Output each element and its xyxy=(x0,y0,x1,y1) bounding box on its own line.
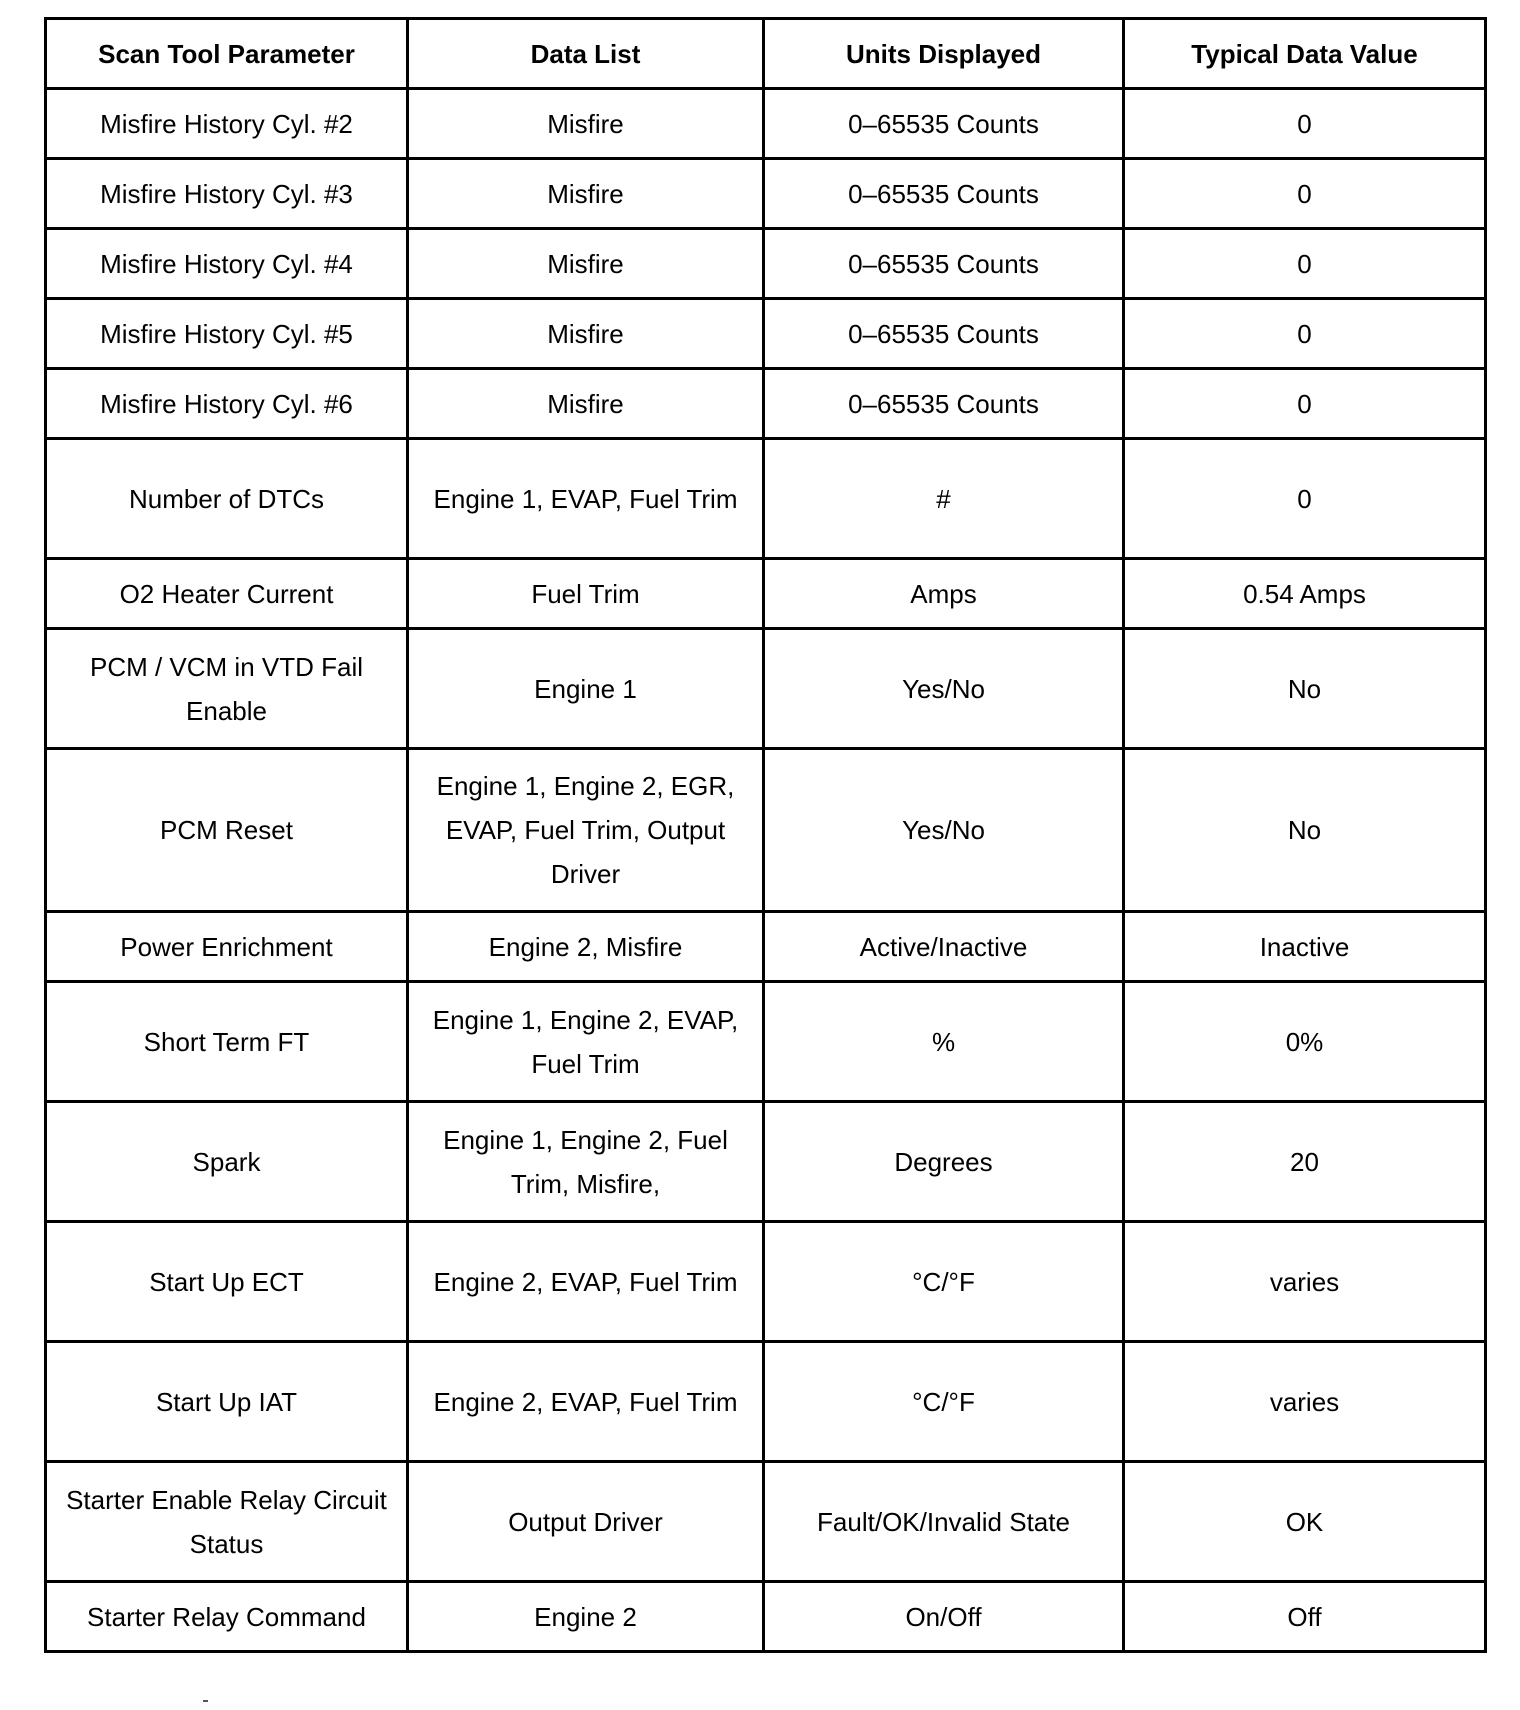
table-row xyxy=(46,629,1486,749)
cell-value: No xyxy=(1124,749,1486,912)
cell-units: Amps xyxy=(764,559,1124,629)
cell-value: varies xyxy=(1124,1342,1486,1462)
cell-parameter: Start Up ECT xyxy=(46,1222,408,1342)
table-row xyxy=(46,159,1486,229)
cell-parameter: Starter Enable Relay Circuit Status xyxy=(46,1462,408,1582)
table-row xyxy=(46,1222,1486,1342)
cell-parameter: Power Enrichment xyxy=(46,912,408,982)
table-row xyxy=(46,229,1486,299)
cell-data-list: Misfire xyxy=(408,299,764,369)
table-row xyxy=(46,299,1486,369)
cell-data-list: Engine 1, Engine 2, Fuel Trim, Misfire, xyxy=(408,1102,764,1222)
cell-value: 0 xyxy=(1124,439,1486,559)
cell-parameter: Misfire History Cyl. #2 xyxy=(46,89,408,159)
scan-tool-data-table xyxy=(44,17,1487,1653)
table-row xyxy=(46,369,1486,439)
cell-units: Degrees xyxy=(764,1102,1124,1222)
table-row xyxy=(46,749,1486,912)
cell-units: On/Off xyxy=(764,1582,1124,1652)
cell-data-list: Misfire xyxy=(408,229,764,299)
cell-value: 0 xyxy=(1124,369,1486,439)
cell-parameter: Starter Relay Command xyxy=(46,1582,408,1652)
header-data-list: Data List xyxy=(408,19,764,89)
cell-units: °C/°F xyxy=(764,1222,1124,1342)
cell-data-list: Engine 1, Engine 2, EGR, EVAP, Fuel Trim, Output Driver xyxy=(408,749,764,912)
cell-parameter: Misfire History Cyl. #6 xyxy=(46,369,408,439)
cell-units: Active/Inactive xyxy=(764,912,1124,982)
cell-parameter: Spark xyxy=(46,1102,408,1222)
cell-value: 0 xyxy=(1124,299,1486,369)
cell-parameter: Start Up IAT xyxy=(46,1342,408,1462)
header-typical-data-value: Typical Data Value xyxy=(1124,19,1486,89)
cell-value: 0.54 Amps xyxy=(1124,559,1486,629)
table-row xyxy=(46,89,1486,159)
table-row xyxy=(46,1462,1486,1582)
cell-parameter: PCM Reset xyxy=(46,749,408,912)
cell-data-list: Misfire xyxy=(408,159,764,229)
cell-value: Inactive xyxy=(1124,912,1486,982)
table-row xyxy=(46,1342,1486,1462)
table-header-row xyxy=(46,19,1486,89)
cell-data-list: Engine 2 xyxy=(408,1582,764,1652)
cell-parameter: Misfire History Cyl. #5 xyxy=(46,299,408,369)
cell-data-list: Engine 1, Engine 2, EVAP, Fuel Trim xyxy=(408,982,764,1102)
cell-value: 0% xyxy=(1124,982,1486,1102)
cell-parameter: O2 Heater Current xyxy=(46,559,408,629)
cell-data-list: Engine 2, Misfire xyxy=(408,912,764,982)
table-row xyxy=(46,559,1486,629)
cell-data-list: Engine 2, EVAP, Fuel Trim xyxy=(408,1342,764,1462)
table-row xyxy=(46,439,1486,559)
cell-parameter: Misfire History Cyl. #3 xyxy=(46,159,408,229)
cell-units: Fault/OK/Invalid State xyxy=(764,1462,1124,1582)
cell-parameter: Short Term FT xyxy=(46,982,408,1102)
cell-units: 0–65535 Counts xyxy=(764,229,1124,299)
cell-value: Off xyxy=(1124,1582,1486,1652)
cell-value: OK xyxy=(1124,1462,1486,1582)
cell-units: % xyxy=(764,982,1124,1102)
cell-units: °C/°F xyxy=(764,1342,1124,1462)
cell-data-list: Engine 1, EVAP, Fuel Trim xyxy=(408,439,764,559)
cell-units: 0–65535 Counts xyxy=(764,369,1124,439)
table-row xyxy=(46,912,1486,982)
cell-parameter: Number of DTCs xyxy=(46,439,408,559)
cell-value: 0 xyxy=(1124,229,1486,299)
table-row xyxy=(46,1102,1486,1222)
cell-parameter: PCM / VCM in VTD Fail Enable xyxy=(46,629,408,749)
cell-value: varies xyxy=(1124,1222,1486,1342)
cell-data-list: Misfire xyxy=(408,369,764,439)
cell-value: 0 xyxy=(1124,89,1486,159)
header-scan-tool-parameter: Scan Tool Parameter xyxy=(46,19,408,89)
scan-artifact xyxy=(203,1700,208,1702)
cell-units: 0–65535 Counts xyxy=(764,159,1124,229)
table-row xyxy=(46,982,1486,1102)
cell-value: 20 xyxy=(1124,1102,1486,1222)
header-units-displayed: Units Displayed xyxy=(764,19,1124,89)
cell-data-list: Misfire xyxy=(408,89,764,159)
cell-units: # xyxy=(764,439,1124,559)
cell-data-list: Engine 2, EVAP, Fuel Trim xyxy=(408,1222,764,1342)
cell-value: 0 xyxy=(1124,159,1486,229)
cell-data-list: Fuel Trim xyxy=(408,559,764,629)
cell-units: Yes/No xyxy=(764,749,1124,912)
table-row xyxy=(46,1582,1486,1652)
cell-data-list: Output Driver xyxy=(408,1462,764,1582)
cell-units: 0–65535 Counts xyxy=(764,299,1124,369)
cell-data-list: Engine 1 xyxy=(408,629,764,749)
cell-value: No xyxy=(1124,629,1486,749)
cell-units: Yes/No xyxy=(764,629,1124,749)
cell-units: 0–65535 Counts xyxy=(764,89,1124,159)
cell-parameter: Misfire History Cyl. #4 xyxy=(46,229,408,299)
